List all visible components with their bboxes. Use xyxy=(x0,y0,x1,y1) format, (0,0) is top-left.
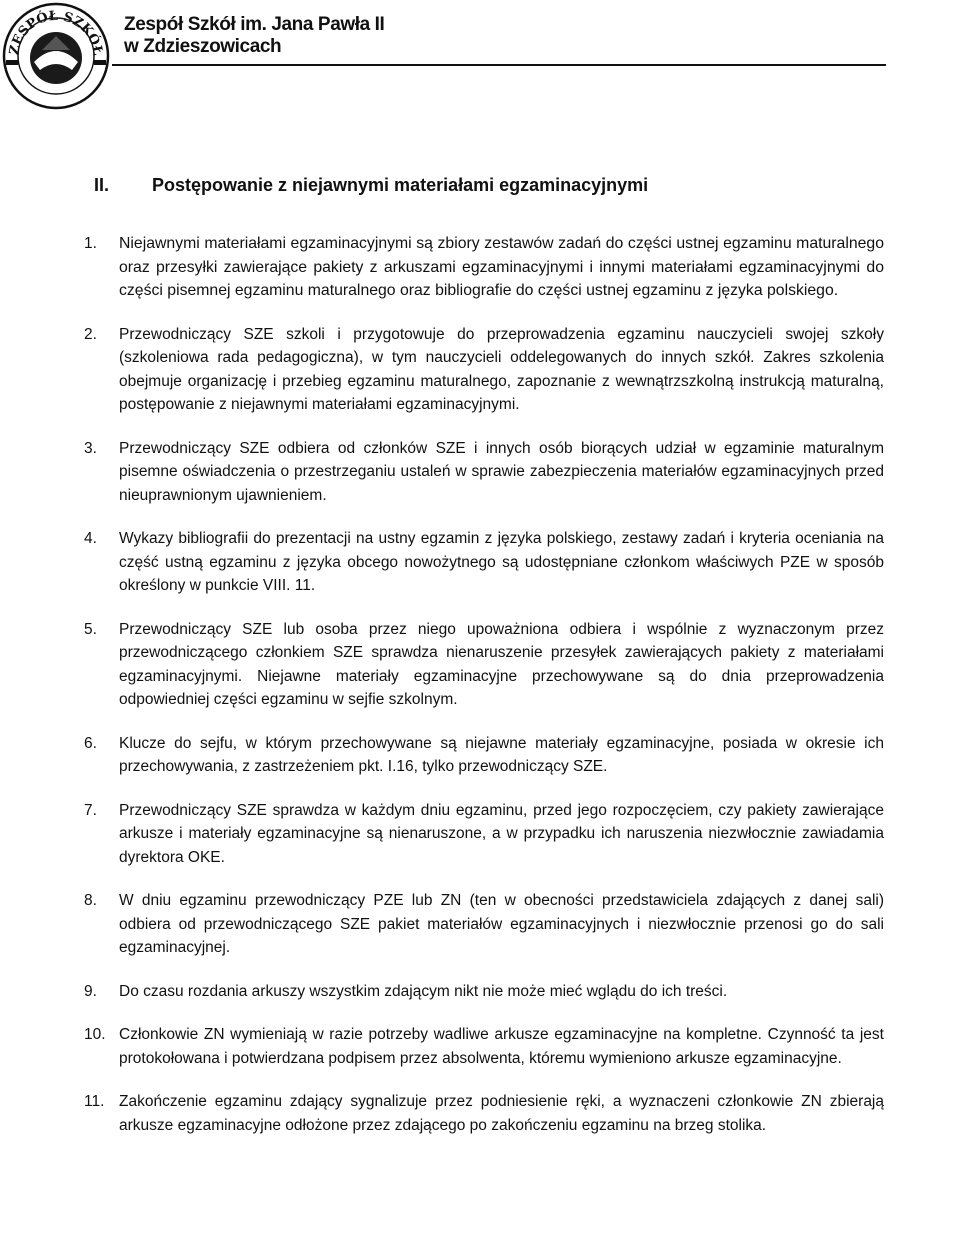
list-item xyxy=(84,437,884,508)
list-item xyxy=(84,732,884,779)
list-item-text: Klucze do sejfu, w którym przechowywane są niejawne materiały egzaminacyjne, posiada w okresie ich przechowywania, z zastrzeżeniem pkt. I.16, tylko przewodniczący SZE. xyxy=(119,734,884,775)
list-item-text: Przewodniczący SZE odbiera od członków SZE i innych osób biorących udział w egzaminie maturalnym pisemne oświadczenia o przestrzeganiu ustaleń w sprawie zabezpieczenia materiałów egzaminacyjnych przed nieuprawnionym ujawnieniem. xyxy=(119,439,884,504)
list-item xyxy=(84,618,884,712)
list-item-number: 9. xyxy=(84,982,97,1000)
list-item-number: 7. xyxy=(84,801,97,819)
school-name-line1: Zespół Szkół im. Jana Pawła II xyxy=(124,14,385,35)
letterhead xyxy=(0,0,960,110)
school-emblem-logo xyxy=(0,0,112,112)
list-item xyxy=(84,889,884,960)
list-item-number: 6. xyxy=(84,734,97,752)
list-item xyxy=(84,1090,884,1137)
list-item xyxy=(84,527,884,598)
numbered-list xyxy=(84,232,884,1157)
header-rule xyxy=(112,64,886,66)
list-item-text: Niejawnymi materiałami egzaminacyjnymi są zbiory zestawów zadań do części ustnej egzaminu maturalnego oraz przesyłki zawierające pakiety z arkuszami egzaminacyjnymi i innymi materiałami egzaminacyjnymi do części pisemnej egzaminu maturalnego oraz bibliografie do części ustnej egzaminu z języka polskiego. xyxy=(119,235,884,299)
svg-text:ZESPÓŁ SZKÓŁ: ZESPÓŁ SZKÓŁ xyxy=(6,8,105,57)
list-item-text: Przewodniczący SZE lub osoba przez niego upoważniona odbiera i wspólnie z wyznaczonym przez przewodniczącego członkiem SZE sprawdza nienaruszenie przesyłek zawierających pakiety z materiałami egzaminacyjnymi. Niejawne materiały egzaminacyjne przechowywane są do dnia przeprowadzenia odpowiedniej części egzaminu w sejfie szkolnym. xyxy=(119,620,884,708)
list-item xyxy=(84,980,884,1004)
list-item-number: 8. xyxy=(84,892,97,909)
section-title: Postępowanie z niejawnymi materiałami egzaminacyjnymi xyxy=(152,175,649,195)
list-item xyxy=(84,323,884,417)
list-item-number: 2. xyxy=(84,325,97,343)
list-item-number: 5. xyxy=(84,620,97,638)
list-item-text: W dniu egzaminu przewodniczący PZE lub ZN (ten w obecności przedstawiciela zdających z danej sali) odbiera od przewodniczącego SZE pakiet materiałów egzaminacyjnych i niezwłocznie przenosi go do sali egzaminacyjnej. xyxy=(119,892,884,956)
school-name-line2: w Zdzieszowicach xyxy=(124,36,282,57)
list-item-number: 3. xyxy=(84,439,97,457)
list-item-text: Przewodniczący SZE szkoli i przygotowuje do przeprowadzenia egzaminu nauczycieli swojej szkoły (szkoleniowa rada pedagogiczna), w tym nauczycieli oddelegowanych do innych szkół. Zakres szkolenia obejmuje organizację i przebieg egzaminu maturalnego, zapoznanie z wewnątrzszkolną instrukcją maturalną, postępowanie z niejawnymi materiałami egzaminacyjnymi. xyxy=(119,325,884,413)
list-item-text: Członkowie ZN wymieniają w razie potrzeby wadliwe arkusze egzaminacyjne na kompletne. Czynność ta jest protokołowana i potwierdzana podpisem przez absolwenta, któremu wymieniono arkusze egzaminacyjne. xyxy=(119,1026,884,1067)
list-item-number: 11. xyxy=(84,1093,105,1110)
list-item-text: Przewodniczący SZE sprawdza w każdym dniu egzaminu, przed jego rozpoczęciem, czy pakiety zawierające arkusze i materiały egzaminacyjne są nienaruszone, a w przypadku ich naruszenia niezwłocznie zawiadamia dyrektora OKE. xyxy=(119,801,884,866)
section-number: II. xyxy=(94,175,110,195)
list-item-number: 10. xyxy=(84,1026,106,1043)
list-item xyxy=(84,799,884,870)
list-item xyxy=(84,1023,884,1070)
list-item-number: 1. xyxy=(84,235,97,252)
list-item-number: 4. xyxy=(84,530,97,547)
school-name xyxy=(124,14,384,58)
section-heading xyxy=(94,175,648,196)
list-item-text: Wykazy bibliografii do prezentacji na ustny egzamin z języka polskiego, zestawy zadań i kryteria oceniania na część ustną egzaminu z języka obcego nowożytnego są udostępniane członkom właściwych PZE w sposób określony w punkcie VIII. 11. xyxy=(119,530,884,594)
list-item-text: Do czasu rozdania arkuszy wszystkim zdającym nikt nie może mieć wglądu do ich treści. xyxy=(119,982,728,1000)
list-item-text: Zakończenie egzaminu zdający sygnalizuje przez podniesienie ręki, a wyznaczeni członkowie ZN zbierają arkusze egzaminacyjne odłożone przez zdającego po zakończeniu egzaminu na brzeg stolika. xyxy=(119,1093,884,1134)
list-item xyxy=(84,232,884,303)
